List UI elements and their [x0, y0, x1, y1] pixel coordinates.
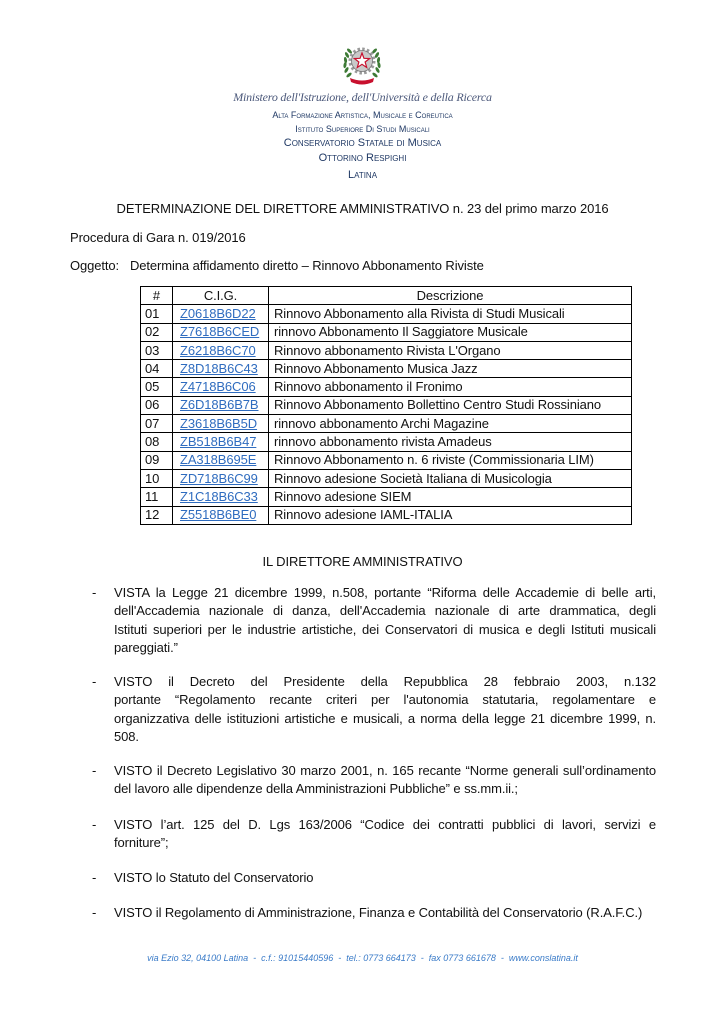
institute-line: Istituto Superiore Di Studi Musicali [295, 124, 430, 134]
cig-cell [173, 415, 269, 433]
row-number: 07 [141, 415, 173, 433]
table-row [141, 341, 632, 359]
cig-cell [173, 323, 269, 341]
table-row [141, 433, 632, 451]
clause-text [114, 762, 656, 799]
row-number: 11 [141, 488, 173, 506]
afam-line: Alta Formazione Artistica, Musicale e Coreutica [272, 110, 453, 120]
clause-line: VISTO il Decreto del Presidente della Repubblica 28 febbraio 2003, n.132 [114, 674, 656, 689]
row-number: 02 [141, 323, 173, 341]
description-cell: Rinnovo Abbonamento n. 6 riviste (Commissionaria LIM) [269, 451, 632, 469]
clause-line: dell'Accademia nazionale di danza, dell'Accademia nazionale di arte drammatica, degli [114, 603, 656, 619]
document-title: DETERMINAZIONE DEL DIRETTORE AMMINISTRATIVO n. 23 del primo marzo 2016 [116, 201, 609, 216]
conservatory-name: Ottorino Respighi [318, 152, 407, 164]
subject-label: Oggetto: [70, 258, 120, 273]
clause-line: portante “Regolamento recante criteri per l'autonomia statutaria, regolamentare e [114, 692, 656, 708]
cig-link[interactable]: Z8D18B6C43 [180, 360, 258, 376]
row-number: 10 [141, 469, 173, 487]
cig-table [140, 286, 632, 525]
description-cell: rinnovo abbonamento rivista Amadeus [269, 433, 632, 451]
cig-cell [173, 433, 269, 451]
cig-cell [173, 378, 269, 396]
cig-link[interactable]: Z5518B6BE0 [180, 507, 257, 523]
bullet-dash: - [92, 905, 97, 920]
clause-text [114, 816, 656, 853]
bullet-dash: - [92, 763, 97, 778]
clause-line: VISTA la Legge 21 dicembre 1999, n.508, portante “Riforma delle Accademie di belle arti, [114, 585, 656, 600]
bullet-dash: - [92, 585, 97, 600]
bullet-dash: - [92, 674, 97, 689]
column-header-number: # [141, 287, 173, 305]
table-row [141, 360, 632, 378]
description-cell: Rinnovo Abbonamento Bollettino Centro Studi Rossiniano [269, 396, 632, 414]
table-row [141, 469, 632, 487]
cig-cell [173, 396, 269, 414]
bullet-dash: - [92, 817, 97, 832]
row-number: 01 [141, 305, 173, 323]
table-header-row [141, 287, 632, 305]
row-number: 05 [141, 378, 173, 396]
description-cell: Rinnovo adesione SIEM [269, 488, 632, 506]
cig-link[interactable]: Z6D18B6B7B [180, 397, 259, 413]
description-cell: Rinnovo abbonamento il Fronimo [269, 378, 632, 396]
clause-text [114, 584, 656, 657]
table-row [141, 323, 632, 341]
row-number: 12 [141, 506, 173, 524]
clause-text [114, 673, 656, 746]
table-row [141, 488, 632, 506]
section-heading: IL DIRETTORE AMMINISTRATIVO [262, 554, 463, 569]
row-number: 04 [141, 360, 173, 378]
clause-line: Istituti superiori per le industrie artistiche, dei Conservatori di musica e degli Istituti musicali [114, 621, 656, 637]
cig-cell [173, 360, 269, 378]
clause-line: forniture”; [114, 835, 169, 851]
table-row [141, 451, 632, 469]
cig-cell [173, 341, 269, 359]
cig-link[interactable]: Z7618B6CED [180, 324, 260, 340]
cig-link[interactable]: Z4718B6C06 [180, 379, 256, 395]
ministry-name: Ministero dell'Istruzione, dell'Università e della Ricerca [233, 90, 492, 104]
cig-link[interactable]: Z6218B6C70 [180, 342, 256, 358]
row-number: 03 [141, 341, 173, 359]
description-cell: rinnovo abbonamento Archi Magazine [269, 415, 632, 433]
clause-line: VISTO il Regolamento di Amministrazione, Finanza e Contabilità del Conservatorio (R.A.F.C.) [114, 905, 643, 920]
subject-text: Determina affidamento diretto – Rinnovo Abbonamento Riviste [130, 258, 484, 273]
conservatory-line: Conservatorio Statale di Musica [283, 137, 442, 149]
description-cell: Rinnovo adesione Società Italiana di Musicologia [269, 469, 632, 487]
subject-line [70, 257, 484, 275]
procedure-number: Procedura di Gara n. 019/2016 [70, 230, 246, 245]
description-cell: Rinnovo adesione IAML-ITALIA [269, 506, 632, 524]
clause-line: VISTO il Decreto Legislativo 30 marzo 2001, n. 165 recante “Norme generali sull’ordinamento [114, 763, 656, 778]
bullet-dash: - [92, 870, 97, 885]
clause-line: pareggiati.” [114, 639, 178, 655]
table-row [141, 415, 632, 433]
cig-link[interactable]: Z0618B6D22 [180, 305, 256, 321]
clause-line: organizzativa delle istituzioni artistiche e musicali, a norma della legge 21 dicembre 1999, n. [114, 710, 656, 726]
table-row [141, 305, 632, 323]
row-number: 09 [141, 451, 173, 469]
cig-cell [173, 506, 269, 524]
cig-link[interactable]: ZB518B6B47 [180, 434, 257, 450]
row-number: 08 [141, 433, 173, 451]
clause-line: 508. [114, 728, 139, 744]
cig-cell [173, 469, 269, 487]
description-cell: Rinnovo Abbonamento alla Rivista di Studi Musicali [269, 305, 632, 323]
row-number: 06 [141, 396, 173, 414]
clause-text [114, 904, 656, 922]
table-row [141, 396, 632, 414]
cig-link[interactable]: ZD718B6C99 [180, 470, 258, 486]
cig-link[interactable]: Z3618B6B5D [180, 415, 258, 431]
footer-contacts: via Ezio 32, 04100 Latina - c.f.: 91015440596 - tel.: 0773 664173 - fax 0773 661678 - www.conslatina.it [147, 953, 578, 963]
city-line: Latina [347, 169, 378, 181]
cig-cell [173, 451, 269, 469]
table-row [141, 378, 632, 396]
description-cell: Rinnovo Abbonamento Musica Jazz [269, 360, 632, 378]
clause-text [114, 869, 656, 887]
cig-cell [173, 305, 269, 323]
clause-line: del lavoro alle dipendenze della Amministrazioni Pubbliche” e ss.mm.ii.; [114, 781, 518, 797]
column-header-cig: C.I.G. [173, 287, 269, 305]
italian-republic-emblem-icon [340, 41, 384, 85]
table-row [141, 506, 632, 524]
cig-cell [173, 488, 269, 506]
cig-link[interactable]: Z1C18B6C33 [180, 488, 258, 504]
clause-line: VISTO lo Statuto del Conservatorio [114, 870, 314, 885]
clause-line: VISTO l’art. 125 del D. Lgs 163/2006 “Codice dei contratti pubblici di lavori, servizi e [114, 817, 656, 832]
description-cell: Rinnovo abbonamento Rivista L'Organo [269, 341, 632, 359]
cig-link[interactable]: ZA318B695E [180, 452, 257, 468]
description-cell: rinnovo Abbonamento Il Saggiatore Musicale [269, 323, 632, 341]
column-header-description: Descrizione [269, 287, 632, 305]
